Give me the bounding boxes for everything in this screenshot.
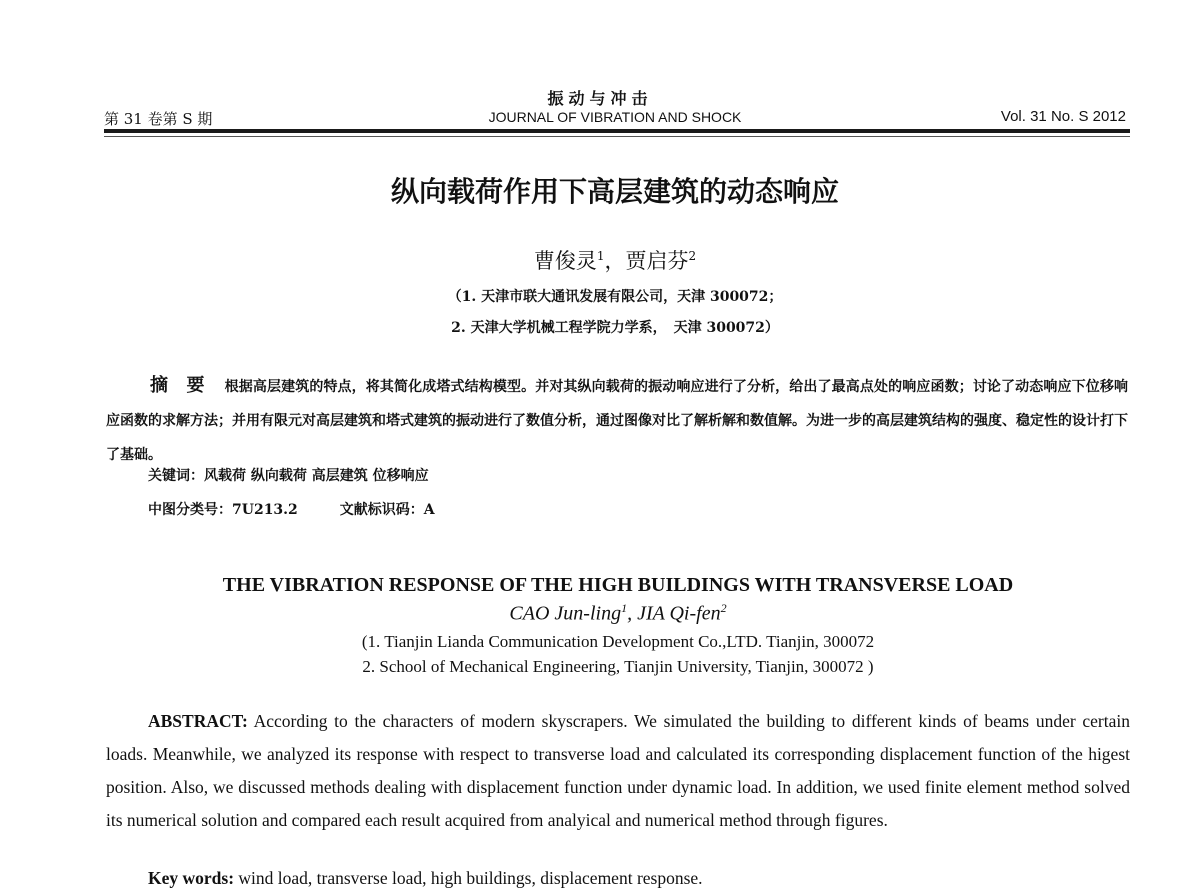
issue-number: 第 31 卷第 S 期 [104, 110, 213, 128]
abstract-en-text: According to the characters of modern skyscrapers. We simulated the building to different kinds of beams under certain loads. Meanwhile, we analyzed its response with respect to transverse load and calculated its corresponding displacement function of the higest position. Also, we discussed methods dealing with displacement function under dynamic load. In addition, we used finite element method solved its numerical solution and compared each result acquired from analyical and numerical method through figures. [106, 711, 1130, 830]
abstract-cn-label: 摘 要 [150, 375, 211, 396]
paper-title-en: THE VIBRATION RESPONSE OF THE HIGH BUILDINGS WITH TRANSVERSE LOAD [222, 574, 1014, 596]
keywords-en [148, 868, 703, 889]
abstract-en [106, 705, 1130, 837]
abstract-cn [106, 369, 1128, 472]
header-rule-thin [104, 136, 1130, 137]
abstract-en-label: ABSTRACT: [148, 711, 248, 731]
author-1-cn: 曹俊灵 [533, 249, 597, 273]
author-1-en-affil: 1 [621, 601, 628, 615]
author-2-cn-affil: 2 [688, 249, 697, 263]
keywords-cn-label: 关键词： [148, 468, 204, 484]
keywords-en-label: Key words: [148, 868, 235, 888]
paper-title-cn: 纵向载荷作用下高层建筑的动态响应 [390, 175, 839, 208]
volume-info: Vol. 31 No. S 2012 [1000, 108, 1126, 125]
affiliation-cn-2: 2. 天津大学机械工程学院力学系， 天津 300072） [451, 320, 779, 336]
keywords-cn-text: 风载荷 纵向载荷 高层建筑 位移响应 [204, 468, 429, 484]
author-2-cn: 贾启芬 [625, 249, 689, 273]
affiliation-en-2: 2. School of Mechanical Engineering, Tianjin University, Tianjin, 300072 ) [362, 657, 874, 676]
classification-cn [148, 499, 435, 519]
keywords-cn [148, 465, 429, 485]
author-separator-en: , [627, 602, 638, 625]
doc-code-value: A [423, 502, 435, 518]
author-1-cn-affil: 1 [596, 249, 605, 263]
affiliation-en-1: (1. Tianjin Lianda Communication Development Co.,LTD. Tianjin, 300072 [361, 632, 875, 651]
authors-cn [0, 245, 1200, 275]
header-rule-thick [104, 129, 1130, 133]
authors-en [0, 601, 1200, 626]
journal-name-cn: 振动与冲击 [547, 89, 653, 108]
clc-value: 7U213.2 [232, 502, 298, 518]
affiliation-cn-1: （1. 天津市联大通讯发展有限公司，天津 300072； [447, 289, 783, 305]
clc-label: 中图分类号： [148, 502, 232, 518]
keywords-en-text: wind load, transverse load, high buildings, displacement response. [238, 868, 703, 888]
doc-code-label: 文献标识码： [339, 502, 424, 518]
author-2-en-affil: 2 [720, 601, 727, 615]
author-2-en: JIA Qi-fen [637, 602, 721, 625]
author-separator-cn: ， [604, 249, 626, 273]
abstract-cn-text: 根据高层建筑的特点，将其简化成塔式结构模型。并对其纵向载荷的振动响应进行了分析，给出了最高点处的响应函数；讨论了动态响应下位移响应函数的求解方法；并用有限元对高层建筑和塔式建筑的振动进行了数值分析，通过图像对比了解析解和数值解。为进一步的高层建筑结构的强度、稳定性的设计打下了基础。 [106, 379, 1128, 463]
journal-name-en: JOURNAL OF VIBRATION AND SHOCK [488, 109, 742, 125]
author-1-en: CAO Jun-ling [509, 602, 622, 625]
